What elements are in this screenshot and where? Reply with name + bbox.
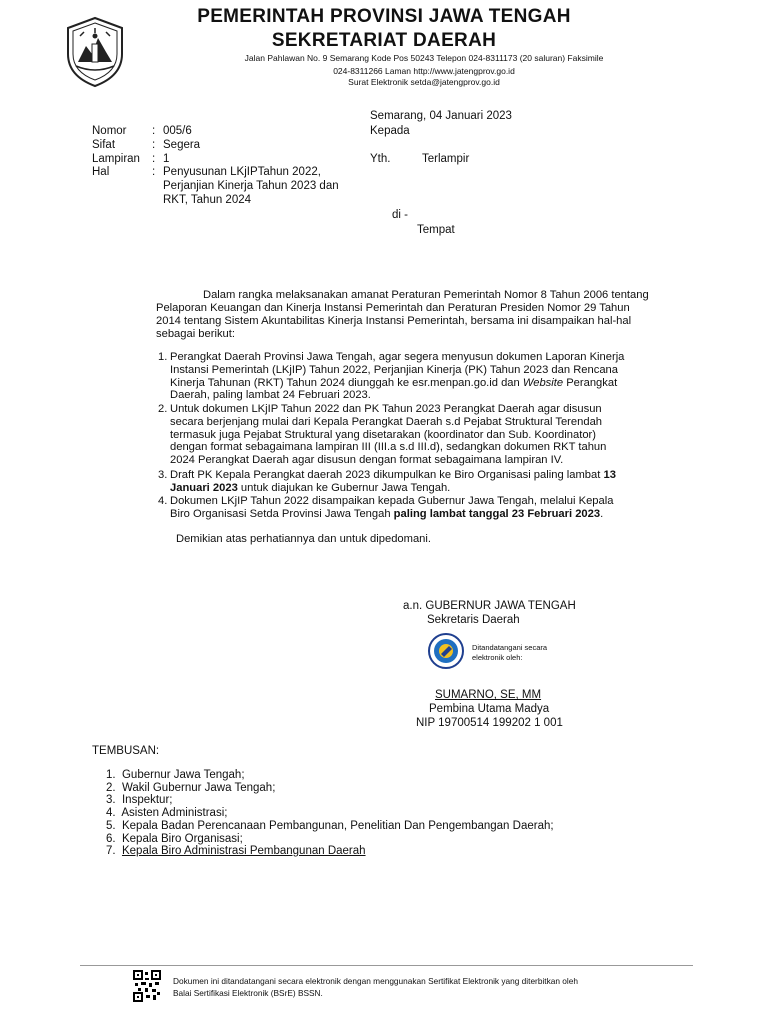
list-number: 4. bbox=[158, 495, 168, 507]
bsre-seal-icon bbox=[427, 632, 465, 670]
letterhead-subtitle: SEKRETARIAT DAERAH bbox=[271, 30, 497, 51]
tembusan-list bbox=[106, 769, 554, 858]
item-3-line-1: Draft PK Kepala Perangkat daerah 2023 dikumpulkan ke Biro Organisasi paling lambat 13 bbox=[170, 469, 616, 481]
footer-line-1: Dokumen ini ditandatangani secara elektronik dengan menggunakan Sertifikat Elektronik yang diterbitkan oleh bbox=[173, 976, 578, 986]
esign-stamp-line-2: elektronik oleh: bbox=[472, 653, 523, 662]
lampiran-label: Lampiran bbox=[92, 153, 140, 165]
sifat-label: Sifat bbox=[92, 139, 116, 151]
hal-line2: Perjanjian Kinerja Tahun 2023 dan bbox=[163, 180, 339, 192]
item-2-line-3: termasuk juga Pejabat Struktural yang disetarakan (koordinator dan Sub. Koordinator) bbox=[170, 428, 596, 441]
hal-colon: : bbox=[152, 166, 156, 178]
item-4-line-1: Dokumen LKjIP Tahun 2022 disampaikan kepada Gubernur Jawa Tengah, melalui Kepala bbox=[170, 495, 614, 507]
lampiran-value: 1 bbox=[163, 153, 170, 165]
item-1-line-1: Perangkat Daerah Provinsi Jawa Tengah, agar segera menyusun dokumen Laporan Kinerja bbox=[170, 351, 625, 363]
esign-stamp-line-1: Ditandatangani secara bbox=[472, 643, 548, 652]
sifat-colon: : bbox=[152, 139, 156, 151]
intro-line-4: sebagai berikut: bbox=[156, 328, 235, 340]
item-1-line-3: Kinerja Tahunan (RKT) Tahun 2024 diunggah ke esr.menpan.go.id dan Website Perangkat bbox=[170, 376, 618, 389]
nomor-label: Nomor bbox=[92, 125, 127, 137]
recipient-place: Tempat bbox=[417, 224, 455, 236]
list-item bbox=[158, 469, 667, 495]
list-number: 2. bbox=[158, 403, 168, 415]
letterhead-address: Jalan Pahlawan No. 9 Semarang Kode Pos 50243 Telepon 024-8311173 (20 saluran) Faksimile bbox=[244, 53, 604, 63]
recipient-yth: Yth. bbox=[370, 153, 391, 165]
list-item bbox=[158, 403, 667, 467]
signatory-name: SUMARNO, SE, MM bbox=[435, 689, 542, 701]
list-item: 6. Kepala Biro Organisasi; bbox=[106, 832, 243, 845]
item-4-line-2: Biro Organisasi Setda Provinsi Jawa Tengah paling lambat tanggal 23 Februari 2023. bbox=[170, 507, 604, 520]
letterhead-email: Surat Elektronik setda@jatengprov.go.id bbox=[348, 77, 500, 87]
hal-line3: RKT, Tahun 2024 bbox=[163, 194, 252, 206]
item-3-line-2: Januari 2023 untuk diajukan ke Gubernur Jawa Tengah. bbox=[170, 481, 451, 494]
list-item: 1. Gubernur Jawa Tengah; bbox=[106, 769, 245, 781]
intro-line-2: Pelaporan Keuangan dan Kinerja Instansi Pemerintah dan Peraturan Presiden Nomor 29 Tahun bbox=[156, 302, 630, 314]
list-item: 2. Wakil Gubernur Jawa Tengah; bbox=[106, 781, 276, 794]
lampiran-colon: : bbox=[152, 153, 156, 165]
esign-stamp-text bbox=[472, 643, 547, 663]
qr-code-icon bbox=[133, 970, 161, 1002]
signature-an: a.n. GUBERNUR JAWA TENGAH bbox=[403, 600, 576, 612]
letterhead-title: PEMERINTAH PROVINSI JAWA TENGAH bbox=[197, 6, 571, 27]
intro-line-1: Dalam rangka melaksanakan amanat Peraturan Pemerintah Nomor 8 Tahun 2006 tentang bbox=[203, 289, 649, 301]
list-item: 3. Inspektur; bbox=[106, 794, 173, 807]
hal-label: Hal bbox=[92, 166, 110, 178]
list-item: 4. Asisten Administrasi; bbox=[106, 807, 228, 820]
list-item: 5. Kepala Badan Perencanaan Pembangunan, Penelitian Dan Pengembangan Daerah; bbox=[106, 819, 554, 832]
closing-sentence: Demikian atas perhatiannya dan untuk dipedomani. bbox=[176, 533, 431, 545]
sifat-value: Segera bbox=[163, 139, 201, 151]
tembusan-title: TEMBUSAN: bbox=[92, 745, 160, 757]
list-number: 3. bbox=[158, 469, 168, 481]
nomor-value: 005/6 bbox=[163, 125, 192, 137]
signature-position: Sekretaris Daerah bbox=[427, 614, 520, 626]
nomor-colon: : bbox=[152, 125, 156, 137]
item-2-line-4: dengan format sebagaimana lampiran III (III.a s.d III.d), sedangkan dokumen RKT tahun bbox=[170, 441, 607, 454]
recipient-kepada: Kepada bbox=[370, 125, 410, 137]
recipient-di: di - bbox=[392, 209, 408, 221]
letterhead-website: 024-8311266 Laman http://www.jatengprov.go.id bbox=[333, 66, 515, 76]
letter-date: Semarang, 04 Januari 2023 bbox=[370, 110, 512, 122]
item-1-line-2: Instansi Pemerintah (LKjIP) Tahun 2022, Perjanjian Kinerja (PK) Tahun 2023 dan Rencana bbox=[170, 363, 618, 376]
signatory-nip: NIP 19700514 199202 1 001 bbox=[416, 717, 563, 729]
list-item: 7. Kepala Biro Administrasi Pembangunan Daerah bbox=[106, 845, 366, 858]
list-item bbox=[158, 495, 667, 521]
recipient-name: Terlampir bbox=[422, 153, 470, 165]
item-1-line-4: Daerah, paling lambat 24 Februari 2023. bbox=[170, 389, 371, 402]
item-2-line-1: Untuk dokumen LKjIP Tahun 2022 dan PK Tahun 2023 Perangkat Daerah agar disusun bbox=[170, 403, 602, 415]
signatory-rank: Pembina Utama Madya bbox=[429, 703, 550, 715]
footer-divider bbox=[80, 965, 693, 966]
footer-line-2: Balai Sertifikasi Elektronik (BSrE) BSSN. bbox=[173, 988, 323, 998]
item-2-line-5: 2024 Perangkat Daerah agar disusun dengan format sebagaimana lampiran IV. bbox=[170, 454, 564, 467]
hal-line1: Penyusunan LKjIPTahun 2022, bbox=[163, 166, 321, 178]
intro-line-3: 2014 tentang Sistem Akuntabilitas Kinerja Instansi Pemerintah, bersama ini disampaikan hal-hal bbox=[156, 315, 632, 327]
footer-notice bbox=[173, 975, 578, 999]
list-number: 1. bbox=[158, 351, 168, 363]
item-2-line-2: secara berjenjang mulai dari Kepala Perangkat Daerah s.d Pejabat Struktural Terendah bbox=[170, 415, 603, 428]
list-item bbox=[158, 351, 667, 402]
